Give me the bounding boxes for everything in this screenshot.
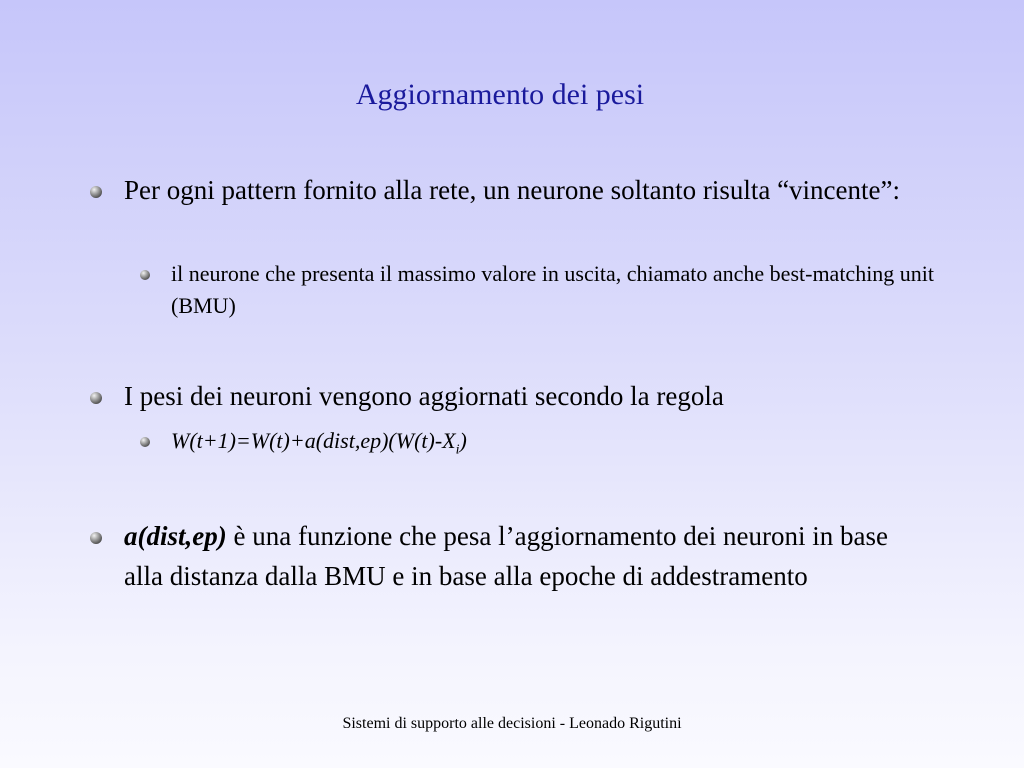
bullet-2-text: I pesi dei neuroni vengono aggiornati secondo la regola	[124, 381, 724, 411]
sub-bullet-icon	[140, 437, 150, 447]
bullet-icon	[90, 532, 102, 544]
bullet-3-description: è una funzione che pesa l’aggiornamento dei neuroni in base alla distanza dalla BMU e in base alla epoche di addestramento	[124, 521, 888, 591]
formula-main: W(t+1)=W(t)+a(dist,ep)(W(t)-X	[171, 428, 456, 453]
bullet-icon	[90, 392, 102, 404]
bullet-icon	[90, 186, 102, 198]
function-term: a(dist,ep)	[124, 521, 227, 551]
formula-close: )	[459, 428, 467, 453]
update-rule-formula	[171, 425, 971, 466]
sub-bullet-icon	[140, 270, 150, 280]
formula-subscript: i	[455, 442, 460, 458]
slide-footer: Sistemi di supporto alle decisioni - Leonado Rigutini	[342, 715, 682, 732]
bullet-1-text: Per ogni pattern fornito alla rete, un neurone soltanto risulta “vincente”:	[124, 175, 900, 205]
slide-title: Aggiornamento dei pesi	[355, 78, 645, 111]
bullet-3-text	[124, 516, 904, 596]
bullet-1-sub-text: il neurone che presenta il massimo valore in uscita, chiamato anche best-matching unit (BMU)	[171, 261, 935, 318]
